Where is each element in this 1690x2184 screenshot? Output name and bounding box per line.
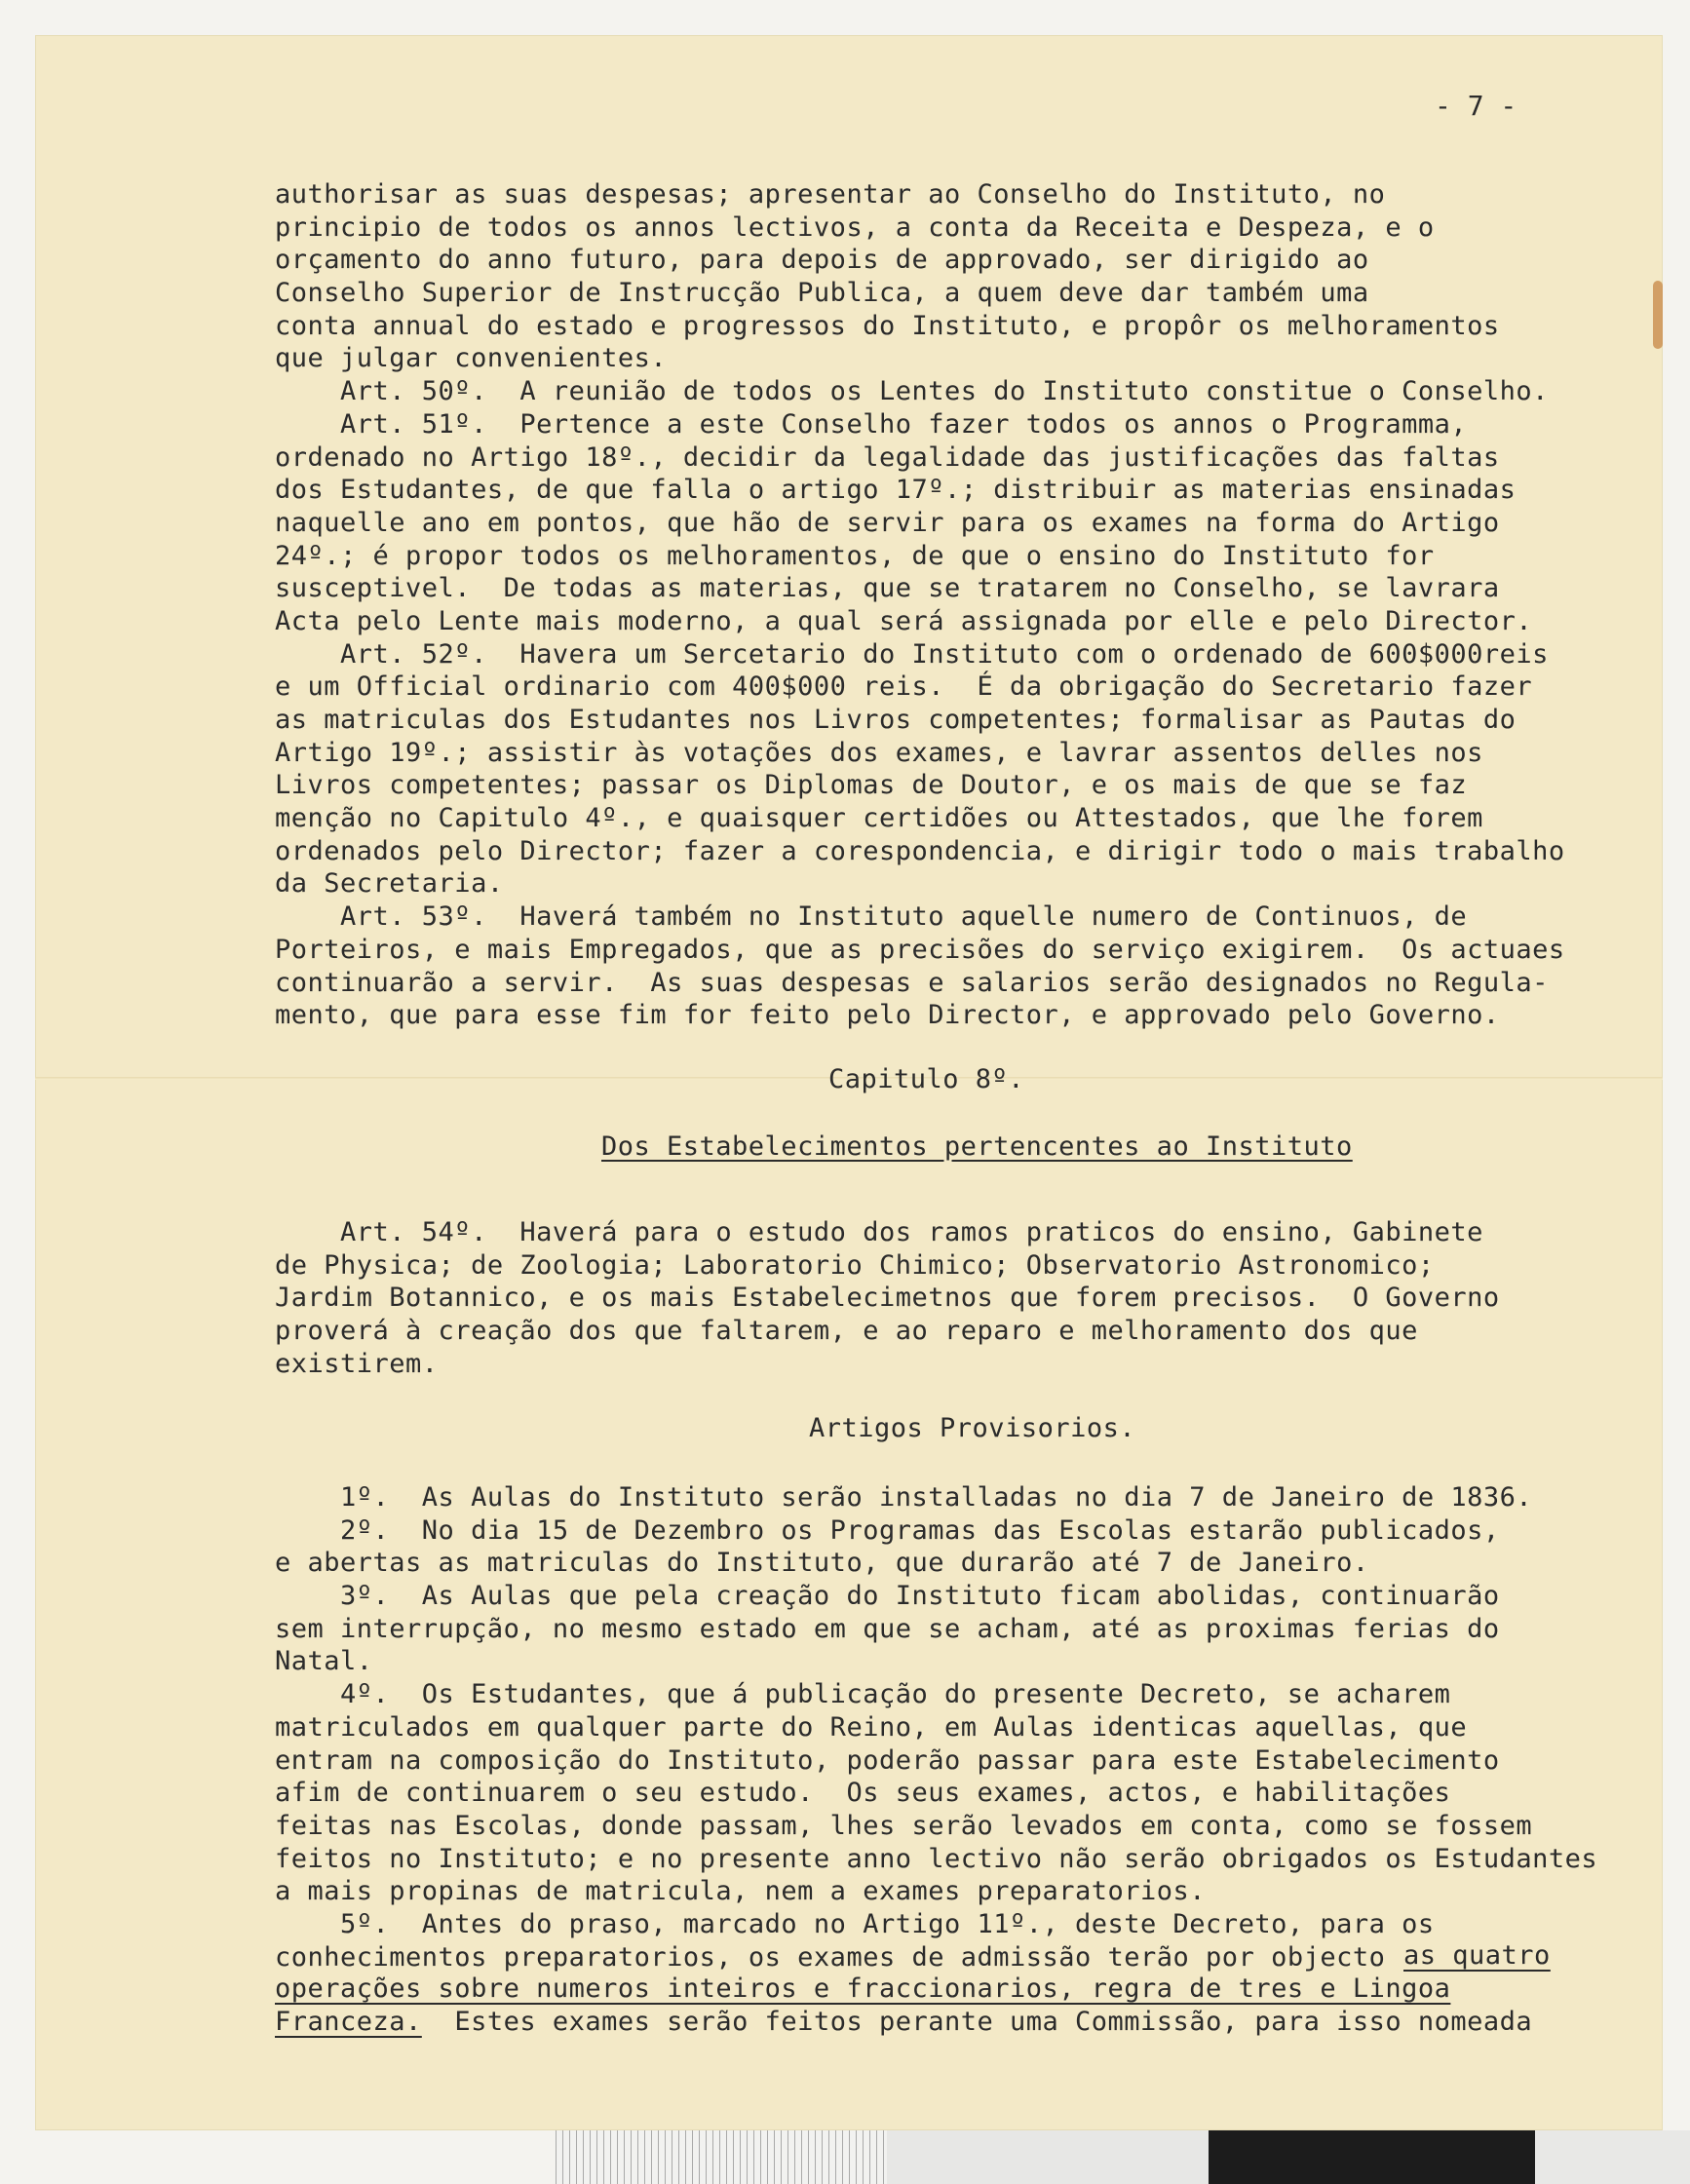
text-line: 2º. No dia 15 de Dezembro os Programas das Escolas estarão publicados, (275, 1514, 1500, 1546)
text-line: Art. 51º. Pertence a este Conselho fazer todos os annos o Programma, (275, 408, 1468, 440)
text-line: Jardim Botannico, e os mais Estabelecimetnos que forem precisos. O Governo (275, 1283, 1500, 1314)
underlined-line: operações sobre numeros inteiros e fraccionarios, regra de tres e Lingoa (275, 1973, 1451, 2004)
text-line: Conselho Superior de Instrucção Publica, a quem deve dar também uma (275, 278, 1369, 309)
ruler-gray-block (887, 2130, 1209, 2184)
last-line: Franceza. Estes exames serão feitos perante uma Commissão, para isso nomeada (275, 2007, 1533, 2037)
provisional-heading: Artigos Provisorios. (809, 1413, 1136, 1443)
chapter-title: Dos Estabelecimentos pertencentes ao Instituto (601, 1131, 1353, 1162)
text-line: Acta pelo Lente mais moderno, a qual será assignada por elle e pelo Director. (275, 605, 1533, 636)
text-line: susceptivel. De todas as materias, que se tratarem no Conselho, se lavrara (275, 573, 1500, 604)
chapter-heading: Capitulo 8º. (828, 1064, 1025, 1094)
text-line: as matriculas dos Estudantes nos Livros competentes; formalisar as Pautas do (275, 705, 1517, 735)
text-line: 4º. Os Estudantes, que á publicação do presente Decreto, se acharem (275, 1679, 1451, 1710)
text-line: entram na composição do Instituto, poderão passar para este Estabelecimento (275, 1744, 1500, 1776)
text-line: feitas nas Escolas, donde passam, lhes serão levados em conta, como se fossem (275, 1810, 1533, 1841)
ruler-light-block (1535, 2130, 1690, 2184)
color-calibration-ruler (556, 2130, 1690, 2184)
text-line: Art. 53º. Haverá também no Instituto aquelle numero de Continuos, de (275, 901, 1468, 933)
text-line: que julgar convenientes. (275, 343, 668, 374)
text-line: Natal. (275, 1646, 373, 1677)
text-line: 5º. Antes do praso, marcado no Artigo 11º., deste Decreto, para os (275, 1908, 1435, 1939)
text-line: conta annual do estado e progressos do Instituto, e propôr os melhoramentos (275, 310, 1500, 341)
text-line: Art. 50º. A reunião de todos os Lentes do Instituto constitue o Conselho. (275, 376, 1549, 407)
text-line: proverá à creação dos que faltarem, e ao reparo e melhoramento dos que (275, 1316, 1418, 1347)
text-line: afim de continuarem o seu estudo. Os seus exames, actos, e habilitações (275, 1778, 1451, 1809)
text-line: 1º. As Aulas do Instituto serão installadas no dia 7 de Janeiro de 1836. (275, 1482, 1533, 1513)
text-line: existirem. (275, 1348, 439, 1379)
article-54 (275, 1216, 1500, 1380)
text-line: ordenados pelo Director; fazer a corespondencia, e dirigir todo o mais trabalho (275, 835, 1565, 866)
text-line: 3º. As Aulas que pela creação do Instituto ficam abolidas, continuarão (275, 1581, 1500, 1612)
text-line: mento, que para esse fim for feito pelo Director, e approvado pelo Governo. (275, 1000, 1500, 1031)
text-line: menção no Capitulo 4º., e quaisquer certidões ou Attestados, que lhe forem (275, 803, 1483, 834)
text-line: authorisar as suas despesas; apresentar ao Conselho do Instituto, no (275, 179, 1386, 210)
provisional-articles (275, 1481, 1597, 1973)
text-line: sem interrupção, no mesmo estado em que se acham, até as proximas ferias do (275, 1613, 1500, 1644)
text-line: Art. 52º. Havera um Sercetario do Instituto com o ordenado de 600$000reis (275, 638, 1549, 670)
text-line: e abertas as matriculas do Instituto, que durarão até 7 de Janeiro. (275, 1548, 1369, 1579)
text-line: de Physica; de Zoologia; Laboratorio Chimico; Observatorio Astronomico; (275, 1249, 1435, 1281)
text-line: e um Official ordinario com 400$000 reis. É da obrigação do Secretario fazer (275, 671, 1533, 703)
text-line: principio de todos os annos lectivos, a conta da Receita e Despeza, e o (275, 211, 1435, 243)
text-line: Porteiros, e mais Empregados, que as precisões do serviço exigirem. Os actuaes (275, 934, 1565, 965)
ruler-black-block (1209, 2130, 1535, 2184)
text-line: continuarão a servir. As suas despesas e salarios serão designados no Regula- (275, 967, 1549, 998)
text-line: orçamento do anno futuro, para depois de approvado, ser dirigido ao (275, 245, 1369, 276)
text-line: da Secretaria. (275, 868, 504, 900)
text-line: 24º.; é propor todos os melhoramentos, de que o ensino do Instituto for (275, 540, 1435, 571)
paper-stain (1653, 281, 1663, 349)
text-line: a mais propinas de matricula, nem a exames preparatorios. (275, 1876, 1207, 1907)
body-text-top (275, 178, 1565, 1032)
text-line: Livros competentes; passar os Diplomas de Doutor, e os mais de que se faz (275, 770, 1468, 801)
page-number: - 7 - (1435, 90, 1517, 122)
text-line: Artigo 19º.; assistir às votações dos exames, e lavrar assentos delles nos (275, 737, 1483, 768)
text-line: dos Estudantes, de que falla o artigo 17º.; distribuir as materias ensinadas (275, 475, 1517, 506)
text-line: Art. 54º. Haverá para o estudo dos ramos praticos do ensino, Gabinete (275, 1217, 1483, 1247)
ruler-ticks (556, 2130, 887, 2184)
text-line: conhecimentos preparatorios, os exames de admissão terão por objecto (275, 1941, 1402, 1973)
text-line: matriculados em qualquer parte do Reino, em Aulas identicas aquellas, que (275, 1711, 1468, 1743)
underlined-fragment: as quatro (1403, 1940, 1551, 1971)
text-line: naquelle ano em pontos, que hão de servir para os exames na forma do Artigo (275, 507, 1500, 538)
text-line: feitos no Instituto; e no presente anno lectivo não serão obrigados os Estudantes (275, 1843, 1598, 1874)
text-line: ordenado no Artigo 18º., decidir da legalidade das justificações das faltas (275, 441, 1500, 473)
